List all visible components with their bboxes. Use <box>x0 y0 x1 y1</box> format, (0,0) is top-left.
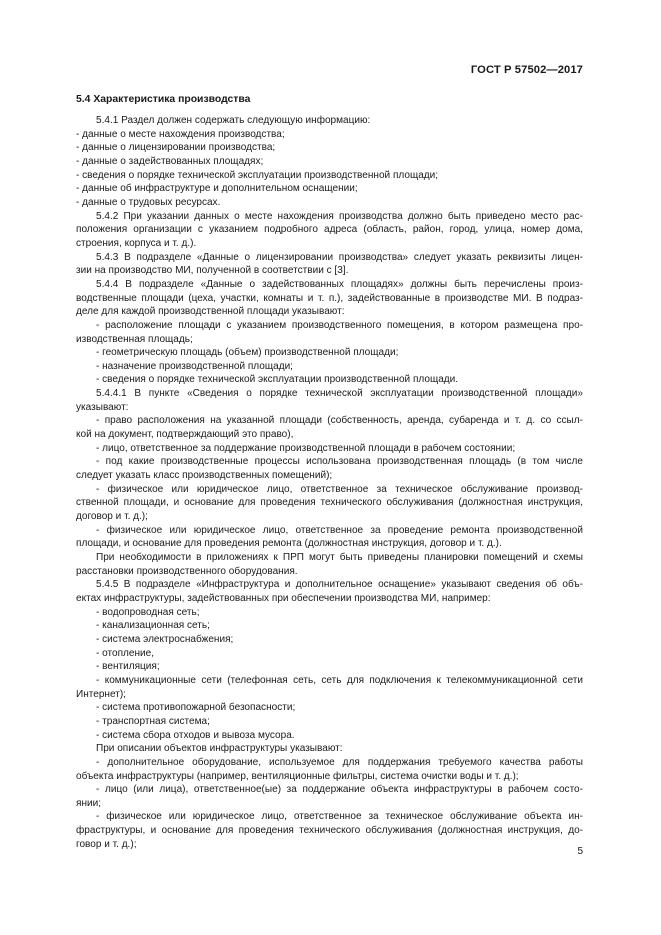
text-line: - дополнительное оборудование, используемое для поддержания требуемого качества работы <box>96 756 583 768</box>
text-line: - вентиляция; <box>96 661 160 673</box>
text-line: - расположение площади с указанием производственного помещения, в котором размещена про- <box>96 319 583 331</box>
text-line: 5.4.4.1 В пункте «Сведения о порядке технической эксплуатации производственной площади» <box>96 388 583 400</box>
text-line: объекта инфраструктуры (например, вентиляционные фильтры, система очистки воды и т. д.); <box>76 770 519 782</box>
text-line: расстановки производственного оборудования. <box>76 565 298 577</box>
text-line: - физическое или юридическое лицо, ответственное за техническое обслуживание объекта ин- <box>96 811 583 823</box>
text-line: 5.4.5 В подразделе «Инфраструктура и дополнительное оснащение» указывают сведения об объ- <box>96 579 583 591</box>
text-line: - канализационная сеть; <box>96 620 210 632</box>
text-line: положения организации с указанием подробного адреса (область, район, город, улица, номер дома, <box>76 224 583 236</box>
text-line: - система противопожарной безопасности; <box>96 702 296 714</box>
text-line: - право расположения на указанной площади (собственность, аренда, субаренда и т. д. со ссыл- <box>96 415 583 427</box>
text-line: - лицо, ответственное за поддержание производственной площади в рабочем состоянии; <box>96 442 516 454</box>
text-line: 5.4.4 В подразделе «Данные о задействованных площадях» должны быть перечислены произ- <box>96 278 583 290</box>
text-line: янии; <box>76 797 102 809</box>
body-text <box>76 114 583 851</box>
text-line: ектах инфраструктуры, задействованных при обеспечении производства МИ, например: <box>76 592 491 604</box>
text-line: - система электроснабжения; <box>96 633 234 645</box>
text-line: водственные площади (цеха, участки, комнаты и т. п.), задействованные в производстве МИ. В подраз- <box>76 292 583 304</box>
text-line: 5.4.1 Раздел должен содержать следующую информацию: <box>96 115 371 126</box>
page-number: 5 <box>577 846 583 857</box>
section-title: 5.4 Характеристика производства <box>76 94 251 105</box>
text-line: - физическое или юридическое лицо, ответственное за техническое обслуживание производ- <box>96 483 583 495</box>
text-line: - сведения о порядке технической эксплуатации производственной площади; <box>76 169 439 181</box>
text-line: 5.4.3 В подразделе «Данные о лицензировании производства» следует указать реквизиты лицен- <box>96 251 583 263</box>
text-line: - данные о трудовых ресурсах. <box>76 196 221 208</box>
text-line: Интернет); <box>76 688 126 700</box>
text-line: - лицо (или лица), ответственное(ые) за поддержание объекта инфраструктуры в рабочем состо- <box>96 784 583 796</box>
text-line: деле для каждой производственной площади указывают: <box>76 306 345 318</box>
text-line: - геометрическую площадь (объем) производственной площади; <box>96 347 399 359</box>
text-line: - сведения о порядке технической эксплуатации производственной площади. <box>96 374 459 386</box>
text-line: - назначение производственной площади; <box>96 360 293 372</box>
text-line: При необходимости в приложениях к ПРП могут быть приведены планировки помещений и схемы <box>96 552 583 563</box>
text-line: следует указать класс производственных помещений); <box>76 470 333 482</box>
text-line: - данные о лицензировании производства; <box>76 142 276 154</box>
text-line: - данные об инфраструктуре и дополнительном оснащении; <box>76 183 358 195</box>
text-line: зии на производство МИ, полученной в соответствии с [3]. <box>76 265 349 277</box>
text-line: - транспортная система; <box>96 715 210 727</box>
text-line: - данные о месте нахождения производства; <box>76 128 285 140</box>
text-line: кой на документ, подтверждающий это право), <box>76 429 294 441</box>
text-line: говор и т. д.); <box>76 838 137 850</box>
text-line: указывают: <box>76 401 129 413</box>
text-line: изводственная площадь; <box>76 333 193 345</box>
text-line: - коммуникационные сети (телефонная сеть, сеть для подключения к телекоммуникационной сети <box>96 674 583 686</box>
text-line: фраструктуры, и основание для проведения технического обслуживания (должностная инструкция, до- <box>76 825 583 837</box>
text-line: договор и т. д.); <box>76 511 148 523</box>
text-line: - физическое или юридическое лицо, ответственное за проведение ремонта производственной <box>96 524 583 536</box>
text-line: - отопление, <box>96 647 155 659</box>
text-line: - данные о задействованных площадях; <box>76 155 264 167</box>
text-line: строения, корпуса и т. д.). <box>76 237 197 249</box>
document-header-standard: ГОСТ Р 57502—2017 <box>470 64 583 76</box>
text-line: площади, и основание для проведения ремонта (должностная инструкция, договор и т. д.). <box>76 538 502 550</box>
text-line: - под какие производственные процессы использована производственная площадь (в том числе <box>96 456 583 468</box>
text-line: ственной площади, и основание для проведения технического обслуживания (должностная инструкция, <box>76 497 583 509</box>
text-line: При описании объектов инфраструктуры указывают: <box>96 743 343 755</box>
text-line: - водопроводная сеть; <box>96 606 200 618</box>
text-line: - система сбора отходов и вывоза мусора. <box>96 729 295 741</box>
text-line: 5.4.2 При указании данных о месте нахождения производства должно быть приведено место рас- <box>96 210 583 222</box>
